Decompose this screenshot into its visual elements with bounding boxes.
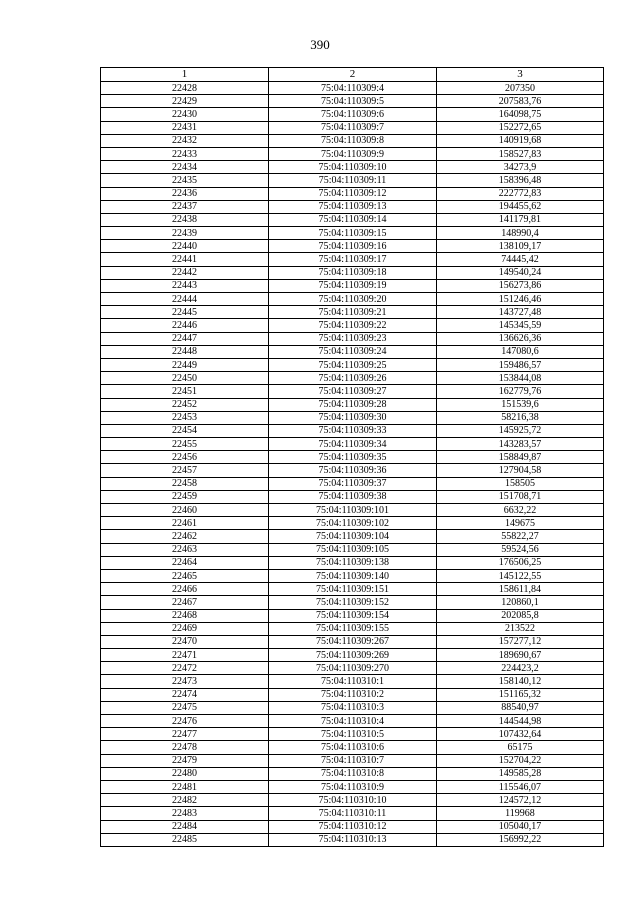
cadastral-number-cell: 75:04:110309:104 [269, 530, 437, 543]
value-cell: 151539,6 [437, 398, 604, 411]
value-cell: 156992,22 [437, 833, 604, 846]
table-header-row [101, 68, 604, 82]
value-cell: 107432,64 [437, 728, 604, 741]
column-header-2: 2 [269, 68, 437, 82]
value-cell: 158396,48 [437, 174, 604, 187]
table-row [101, 187, 604, 200]
table-row [101, 543, 604, 556]
cadastral-number-cell: 75:04:110309:24 [269, 345, 437, 358]
cadastral-number-cell: 75:04:110310:8 [269, 767, 437, 780]
table-row [101, 807, 604, 820]
value-cell: 164098,75 [437, 108, 604, 121]
row-number-cell: 22476 [101, 715, 269, 728]
table-row [101, 622, 604, 635]
row-number-cell: 22429 [101, 95, 269, 108]
row-number-cell: 22485 [101, 833, 269, 846]
cadastral-number-cell: 75:04:110310:6 [269, 741, 437, 754]
cadastral-number-cell: 75:04:110310:12 [269, 820, 437, 833]
value-cell: 156273,86 [437, 279, 604, 292]
value-cell: 157277,12 [437, 635, 604, 648]
cadastral-number-cell: 75:04:110309:6 [269, 108, 437, 121]
row-number-cell: 22442 [101, 266, 269, 279]
table-row [101, 174, 604, 187]
table-row [101, 649, 604, 662]
row-number-cell: 22472 [101, 662, 269, 675]
value-cell: 58216,38 [437, 411, 604, 424]
value-cell: 149585,28 [437, 767, 604, 780]
table-body [101, 82, 604, 847]
cadastral-number-cell: 75:04:110309:152 [269, 596, 437, 609]
table-row [101, 596, 604, 609]
value-cell: 152704,22 [437, 754, 604, 767]
value-cell: 143727,48 [437, 306, 604, 319]
cadastral-number-cell: 75:04:110310:10 [269, 794, 437, 807]
row-number-cell: 22457 [101, 464, 269, 477]
value-cell: 115546,07 [437, 780, 604, 793]
value-cell: 145925,72 [437, 424, 604, 437]
row-number-cell: 22449 [101, 358, 269, 371]
row-number-cell: 22430 [101, 108, 269, 121]
table-row [101, 95, 604, 108]
value-cell: 124572,12 [437, 794, 604, 807]
row-number-cell: 22451 [101, 385, 269, 398]
table-row [101, 411, 604, 424]
value-cell: 222772,83 [437, 187, 604, 200]
value-cell: 158505 [437, 477, 604, 490]
table-row [101, 741, 604, 754]
table-row [101, 569, 604, 582]
table-row [101, 108, 604, 121]
row-number-cell: 22438 [101, 213, 269, 226]
row-number-cell: 22467 [101, 596, 269, 609]
row-number-cell: 22463 [101, 543, 269, 556]
row-number-cell: 22478 [101, 741, 269, 754]
value-cell: 140919,68 [437, 134, 604, 147]
table-row [101, 675, 604, 688]
row-number-cell: 22455 [101, 438, 269, 451]
table-row [101, 332, 604, 345]
value-cell: 138109,17 [437, 240, 604, 253]
value-cell: 202085,8 [437, 609, 604, 622]
cadastral-number-cell: 75:04:110309:101 [269, 504, 437, 517]
table-row [101, 253, 604, 266]
table-row [101, 200, 604, 213]
row-number-cell: 22434 [101, 161, 269, 174]
cadastral-number-cell: 75:04:110309:36 [269, 464, 437, 477]
table-row [101, 701, 604, 714]
value-cell: 74445,42 [437, 253, 604, 266]
cadastral-number-cell: 75:04:110309:8 [269, 134, 437, 147]
cadastral-number-cell: 75:04:110310:1 [269, 675, 437, 688]
cadastral-number-cell: 75:04:110309:267 [269, 635, 437, 648]
value-cell: 88540,97 [437, 701, 604, 714]
cadastral-number-cell: 75:04:110309:38 [269, 490, 437, 503]
row-number-cell: 22448 [101, 345, 269, 358]
cadastral-number-cell: 75:04:110309:13 [269, 200, 437, 213]
table-row [101, 398, 604, 411]
table-row [101, 767, 604, 780]
value-cell: 120860,1 [437, 596, 604, 609]
value-cell: 6632,22 [437, 504, 604, 517]
value-cell: 141179,81 [437, 213, 604, 226]
row-number-cell: 22464 [101, 556, 269, 569]
value-cell: 148990,4 [437, 227, 604, 240]
page-number: 390 [310, 37, 330, 52]
value-cell: 158611,84 [437, 583, 604, 596]
row-number-cell: 22477 [101, 728, 269, 741]
table-row [101, 780, 604, 793]
row-number-cell: 22484 [101, 820, 269, 833]
table-row [101, 424, 604, 437]
cadastral-number-cell: 75:04:110309:4 [269, 82, 437, 95]
cadastral-number-cell: 75:04:110309:25 [269, 358, 437, 371]
cadastral-number-cell: 75:04:110310:4 [269, 715, 437, 728]
row-number-cell: 22441 [101, 253, 269, 266]
table-row [101, 556, 604, 569]
cadastral-number-cell: 75:04:110309:15 [269, 227, 437, 240]
table-row [101, 530, 604, 543]
table-row [101, 293, 604, 306]
value-cell: 213522 [437, 622, 604, 635]
row-number-cell: 22432 [101, 134, 269, 147]
value-cell: 162779,76 [437, 385, 604, 398]
row-number-cell: 22440 [101, 240, 269, 253]
value-cell: 147080,6 [437, 345, 604, 358]
value-cell: 149540,24 [437, 266, 604, 279]
cadastral-number-cell: 75:04:110309:155 [269, 622, 437, 635]
cadastral-number-cell: 75:04:110309:9 [269, 147, 437, 160]
cadastral-number-cell: 75:04:110309:140 [269, 569, 437, 582]
value-cell: 158527,83 [437, 147, 604, 160]
cadastral-number-cell: 75:04:110309:11 [269, 174, 437, 187]
table-row [101, 794, 604, 807]
cadastral-number-cell: 75:04:110309:10 [269, 161, 437, 174]
table-row [101, 345, 604, 358]
cadastral-number-cell: 75:04:110309:17 [269, 253, 437, 266]
row-number-cell: 22471 [101, 649, 269, 662]
table-row [101, 279, 604, 292]
cadastral-number-cell: 75:04:110309:37 [269, 477, 437, 490]
table-row [101, 227, 604, 240]
row-number-cell: 22468 [101, 609, 269, 622]
table-row [101, 213, 604, 226]
table-row [101, 358, 604, 371]
cadastral-number-cell: 75:04:110309:28 [269, 398, 437, 411]
row-number-cell: 22466 [101, 583, 269, 596]
table-row [101, 385, 604, 398]
value-cell: 65175 [437, 741, 604, 754]
cadastral-number-cell: 75:04:110309:102 [269, 517, 437, 530]
row-number-cell: 22452 [101, 398, 269, 411]
table-row [101, 464, 604, 477]
table-row [101, 240, 604, 253]
table-row [101, 372, 604, 385]
row-number-cell: 22470 [101, 635, 269, 648]
cadastral-number-cell: 75:04:110309:30 [269, 411, 437, 424]
row-number-cell: 22437 [101, 200, 269, 213]
cadastral-number-cell: 75:04:110309:105 [269, 543, 437, 556]
row-number-cell: 22460 [101, 504, 269, 517]
row-number-cell: 22435 [101, 174, 269, 187]
row-number-cell: 22462 [101, 530, 269, 543]
row-number-cell: 22469 [101, 622, 269, 635]
row-number-cell: 22479 [101, 754, 269, 767]
cadastral-number-cell: 75:04:110309:7 [269, 121, 437, 134]
cadastral-number-cell: 75:04:110309:12 [269, 187, 437, 200]
value-cell: 207583,76 [437, 95, 604, 108]
row-number-cell: 22450 [101, 372, 269, 385]
column-header-3: 3 [437, 68, 604, 82]
cadastral-number-cell: 75:04:110310:3 [269, 701, 437, 714]
value-cell: 151246,46 [437, 293, 604, 306]
cadastral-number-cell: 75:04:110309:154 [269, 609, 437, 622]
row-number-cell: 22474 [101, 688, 269, 701]
value-cell: 194455,62 [437, 200, 604, 213]
table-row [101, 583, 604, 596]
row-number-cell: 22480 [101, 767, 269, 780]
table-row [101, 438, 604, 451]
value-cell: 34273,9 [437, 161, 604, 174]
cadastral-number-cell: 75:04:110309:33 [269, 424, 437, 437]
value-cell: 59524,56 [437, 543, 604, 556]
row-number-cell: 22483 [101, 807, 269, 820]
cadastral-number-cell: 75:04:110309:270 [269, 662, 437, 675]
cadastral-number-cell: 75:04:110309:18 [269, 266, 437, 279]
cadastral-number-cell: 75:04:110310:13 [269, 833, 437, 846]
table-row [101, 161, 604, 174]
row-number-cell: 22459 [101, 490, 269, 503]
value-cell: 151708,71 [437, 490, 604, 503]
table-row [101, 451, 604, 464]
row-number-cell: 22475 [101, 701, 269, 714]
row-number-cell: 22482 [101, 794, 269, 807]
value-cell: 153844,08 [437, 372, 604, 385]
row-number-cell: 22444 [101, 293, 269, 306]
table-row [101, 609, 604, 622]
value-cell: 119968 [437, 807, 604, 820]
value-cell: 145122,55 [437, 569, 604, 582]
value-cell: 149675 [437, 517, 604, 530]
cadastral-number-cell: 75:04:110310:11 [269, 807, 437, 820]
row-number-cell: 22433 [101, 147, 269, 160]
row-number-cell: 22428 [101, 82, 269, 95]
value-cell: 176506,25 [437, 556, 604, 569]
row-number-cell: 22446 [101, 319, 269, 332]
cadastral-number-cell: 75:04:110310:9 [269, 780, 437, 793]
cadastral-number-cell: 75:04:110309:138 [269, 556, 437, 569]
row-number-cell: 22456 [101, 451, 269, 464]
value-cell: 136626,36 [437, 332, 604, 345]
table-row [101, 715, 604, 728]
table-row [101, 134, 604, 147]
table-row [101, 490, 604, 503]
cadastral-number-cell: 75:04:110309:23 [269, 332, 437, 345]
table-row [101, 147, 604, 160]
table-row [101, 517, 604, 530]
data-table [100, 67, 604, 847]
cadastral-number-cell: 75:04:110309:14 [269, 213, 437, 226]
table-row [101, 319, 604, 332]
cadastral-number-cell: 75:04:110310:7 [269, 754, 437, 767]
value-cell: 55822,27 [437, 530, 604, 543]
value-cell: 158140,12 [437, 675, 604, 688]
row-number-cell: 22481 [101, 780, 269, 793]
table-row [101, 820, 604, 833]
value-cell: 143283,57 [437, 438, 604, 451]
table-row [101, 121, 604, 134]
cadastral-number-cell: 75:04:110309:269 [269, 649, 437, 662]
value-cell: 159486,57 [437, 358, 604, 371]
value-cell: 224423,2 [437, 662, 604, 675]
value-cell: 207350 [437, 82, 604, 95]
row-number-cell: 22431 [101, 121, 269, 134]
row-number-cell: 22447 [101, 332, 269, 345]
table-row [101, 477, 604, 490]
table-row [101, 728, 604, 741]
value-cell: 145345,59 [437, 319, 604, 332]
table-row [101, 266, 604, 279]
row-number-cell: 22445 [101, 306, 269, 319]
cadastral-number-cell: 75:04:110309:27 [269, 385, 437, 398]
cadastral-number-cell: 75:04:110309:26 [269, 372, 437, 385]
table-row [101, 833, 604, 846]
table-row [101, 754, 604, 767]
cadastral-number-cell: 75:04:110309:16 [269, 240, 437, 253]
cadastral-number-cell: 75:04:110309:19 [269, 279, 437, 292]
row-number-cell: 22453 [101, 411, 269, 424]
cadastral-number-cell: 75:04:110310:2 [269, 688, 437, 701]
row-number-cell: 22439 [101, 227, 269, 240]
table-row [101, 662, 604, 675]
cadastral-number-cell: 75:04:110309:151 [269, 583, 437, 596]
row-number-cell: 22458 [101, 477, 269, 490]
value-cell: 158849,87 [437, 451, 604, 464]
row-number-cell: 22443 [101, 279, 269, 292]
column-header-1: 1 [101, 68, 269, 82]
cadastral-number-cell: 75:04:110309:34 [269, 438, 437, 451]
value-cell: 152272,65 [437, 121, 604, 134]
row-number-cell: 22454 [101, 424, 269, 437]
row-number-cell: 22465 [101, 569, 269, 582]
table-row [101, 688, 604, 701]
table-row [101, 504, 604, 517]
cadastral-number-cell: 75:04:110309:35 [269, 451, 437, 464]
value-cell: 105040,17 [437, 820, 604, 833]
row-number-cell: 22461 [101, 517, 269, 530]
table-row [101, 306, 604, 319]
table-row [101, 635, 604, 648]
cadastral-number-cell: 75:04:110310:5 [269, 728, 437, 741]
value-cell: 189690,67 [437, 649, 604, 662]
value-cell: 151165,32 [437, 688, 604, 701]
row-number-cell: 22473 [101, 675, 269, 688]
table-row [101, 82, 604, 95]
value-cell: 144544,98 [437, 715, 604, 728]
cadastral-number-cell: 75:04:110309:5 [269, 95, 437, 108]
cadastral-number-cell: 75:04:110309:22 [269, 319, 437, 332]
row-number-cell: 22436 [101, 187, 269, 200]
cadastral-number-cell: 75:04:110309:21 [269, 306, 437, 319]
cadastral-number-cell: 75:04:110309:20 [269, 293, 437, 306]
value-cell: 127904,58 [437, 464, 604, 477]
